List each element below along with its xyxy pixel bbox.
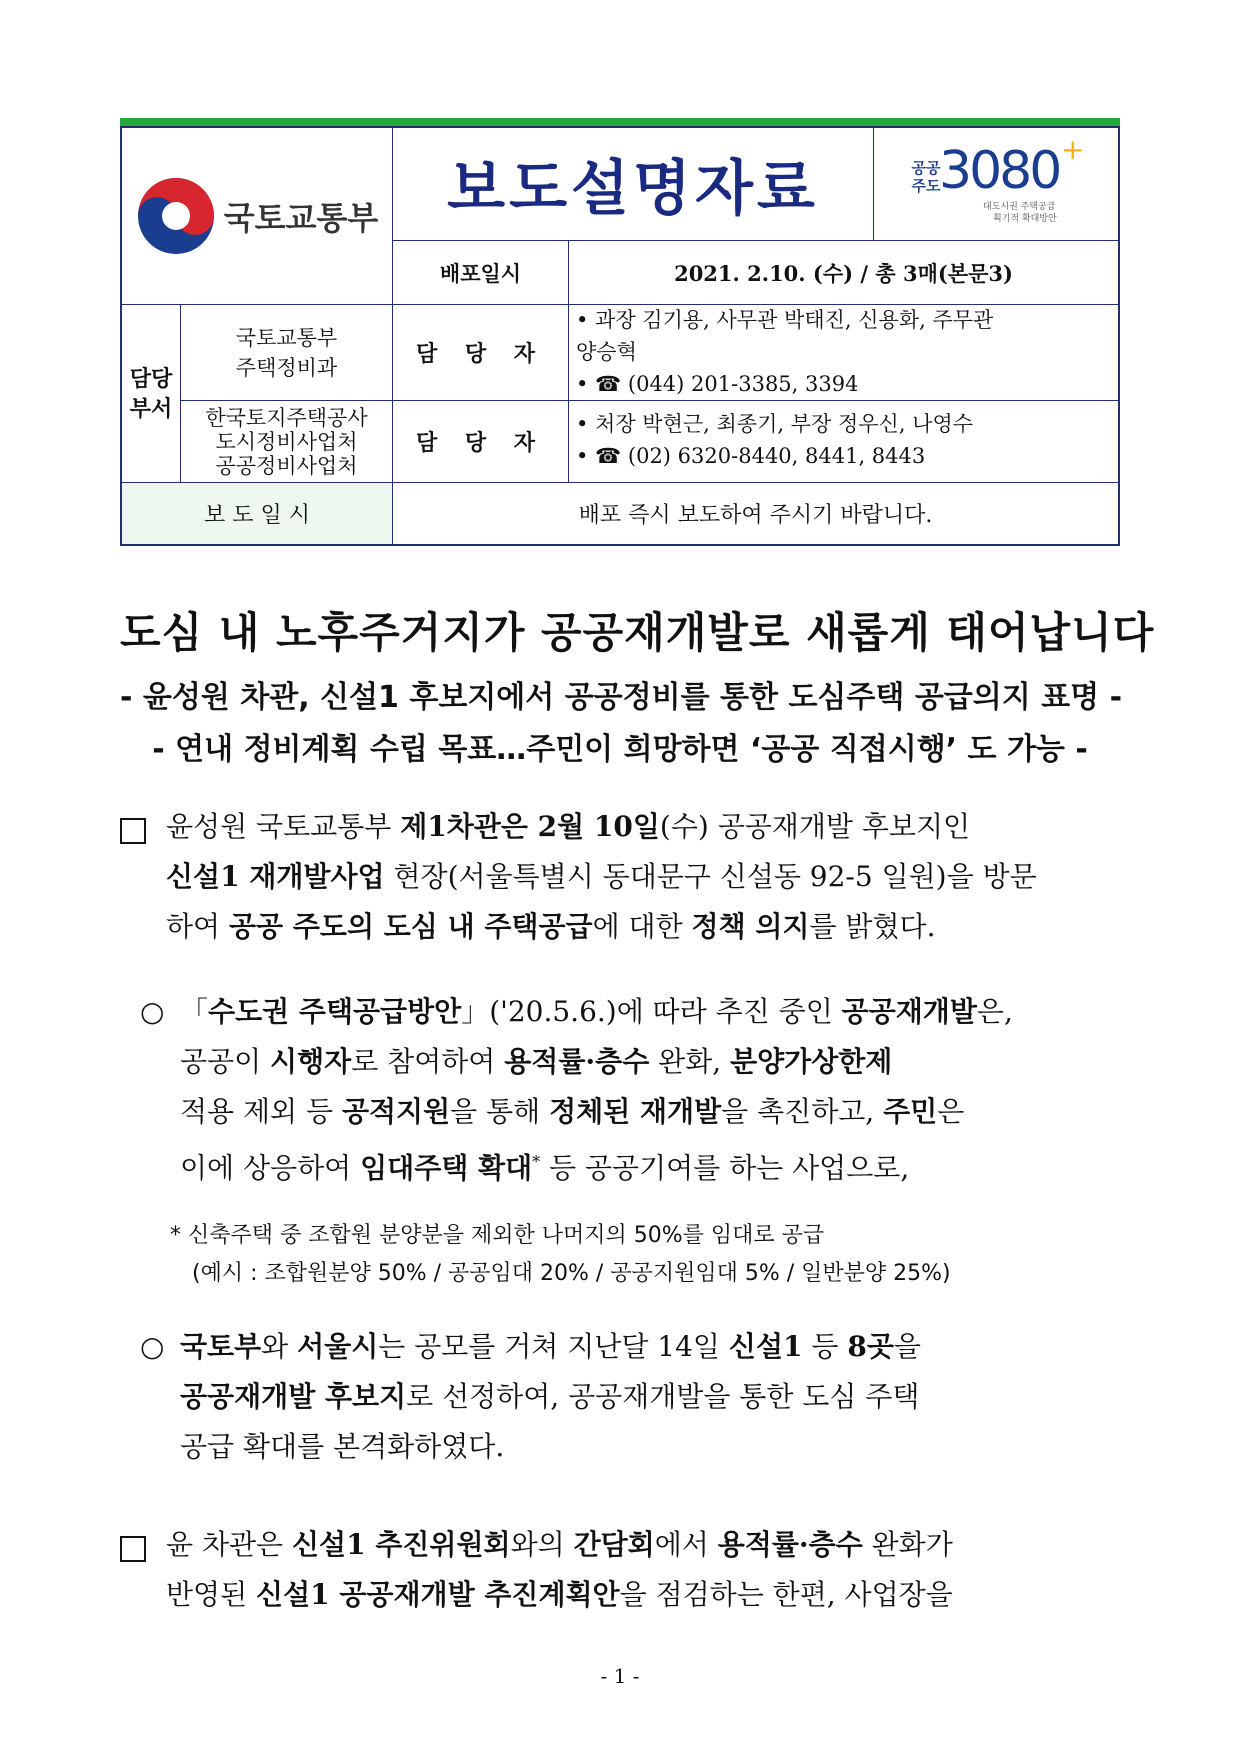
report-label: 보 도 일 시 [122, 483, 392, 544]
bullet2-line3: 공급 확대를 본격화하였다. [180, 1430, 505, 1463]
campaign-prefix: 공공 주도 [911, 159, 941, 195]
ministry-logo-cell [122, 128, 392, 304]
bullet1-line4: 이에 상응하여 임대주택 확대* 등 공공기여를 하는 사업으로, [180, 1151, 910, 1185]
bullet2-line1: 국토부와 서울시는 공모를 거쳐 지난달 14일 신설1 등 8곳을 [180, 1330, 921, 1363]
bullet2-line2: 공공재개발 후보지로 선정하여, 공공재개발을 통한 도심 주택 [180, 1380, 920, 1413]
para2-line1: 윤 차관은 신설1 추진위원회와의 간담회에서 용적률·층수 완화가 [166, 1528, 953, 1561]
report-value: 배포 즉시 보도하여 주시기 바랍니다. [578, 503, 933, 528]
release-value: 2021. 2.10. (수) / 총 3매(본문3) [674, 260, 1013, 286]
bullet1-line1: 「수도권 주택공급방안」('20.5.6.)에 따라 추진 중인 공공재개발은, [180, 995, 1013, 1028]
para1-line3: 하여 공공 주도의 도심 내 주택공급에 대한 정책 의지를 밝혔다. [166, 910, 936, 943]
dept1-contacts [576, 304, 1116, 400]
doc-title-cell [393, 128, 873, 240]
dept1-contact-line1: • 과장 김기용, 사무관 박태진, 신용화, 주무관 [576, 308, 994, 332]
footnote [170, 1217, 1120, 1293]
footnote-line2: (예시 : 조합원분양 50% / 공공임대 20% / 공공지원임대 5% / 일반분양 25%) [192, 1261, 951, 1286]
taegeuk-icon [136, 176, 216, 256]
dept2-contacts [576, 408, 1116, 472]
subhead-2: - 연내 정비계획 수립 목표…주민이 희망하면 ‘공공 직접시행’ 도 가능 - [152, 732, 1088, 767]
campaign-number: 3080 [939, 141, 1060, 201]
dept1-name: 국토교통부 주택정비과 [235, 325, 338, 380]
checkbox-square-icon [120, 818, 146, 844]
paragraph-2 [166, 1520, 1126, 1620]
page-number: - 1 - [600, 1664, 640, 1688]
dept1-contact-line2: 양승혁 [576, 340, 637, 364]
header-table [120, 118, 1120, 546]
dept2-contact-line2: • ☎ (02) 6320-8440, 8441, 8443 [576, 444, 926, 468]
bullet-marker-1: ○ [140, 995, 165, 1028]
release-label: 배포일시 [439, 260, 522, 286]
bullet-2 [180, 1322, 1120, 1472]
dept1-contact-line3: • ☎ (044) 201-3385, 3394 [576, 372, 859, 396]
subhead-1: - 윤성원 차관, 신설1 후보지에서 공공정비를 통한 도심주택 공급의지 표명 - [120, 680, 1123, 715]
paragraph-1 [166, 802, 1126, 952]
green-top-bar [120, 118, 1120, 126]
campaign-caption-1: 대도시권 주택공급 [983, 202, 1056, 212]
campaign-plus: + [1061, 133, 1085, 166]
ministry-name: 국토교통부 [223, 199, 379, 237]
dept2-name: 한국토지주택공사 도시정비사업처 공공정비사업처 [205, 405, 368, 478]
para1-line2: 신설1 재개발사업 현장(서울특별시 동대문구 신설동 92-5 일원)을 방문 [166, 860, 1037, 893]
headline: 도심 내 노후주거지가 공공재개발로 새롭게 태어납니다 [120, 608, 1155, 657]
doc-title: 보도설명자료 [447, 154, 819, 224]
dept-label: 담당 부서 [129, 365, 173, 422]
dept1-contact-label: 담 당 자 [415, 341, 546, 367]
bullet-1 [180, 987, 1120, 1193]
bullet1-line2: 공공이 시행자로 참여하여 용적률·층수 완화, 분양가상한제 [180, 1045, 893, 1078]
bullet1-line3: 적용 제외 등 공적지원을 통해 정체된 재개발을 촉진하고, 주민은 [180, 1095, 965, 1128]
bullet-marker-2: ○ [140, 1330, 165, 1363]
para1-line1: 윤성원 국토교통부 제1차관은 2월 10일(수) 공공재개발 후보지인 [166, 810, 971, 843]
campaign-logo [874, 128, 1118, 240]
dept2-contact-line1: • 처장 박현근, 최종기, 부장 정우신, 나영수 [576, 412, 974, 436]
dept2-contact-label: 담 당 자 [415, 430, 546, 456]
campaign-caption-2: 획기적 확대방안 [993, 214, 1057, 224]
para2-line2: 반영된 신설1 공공재개발 추진계획안을 점검하는 한편, 사업장을 [166, 1578, 953, 1611]
checkbox-square-icon [120, 1536, 146, 1562]
footnote-line1: * 신축주택 중 조합원 분양분을 제외한 나머지의 50%를 임대로 공급 [170, 1223, 825, 1248]
